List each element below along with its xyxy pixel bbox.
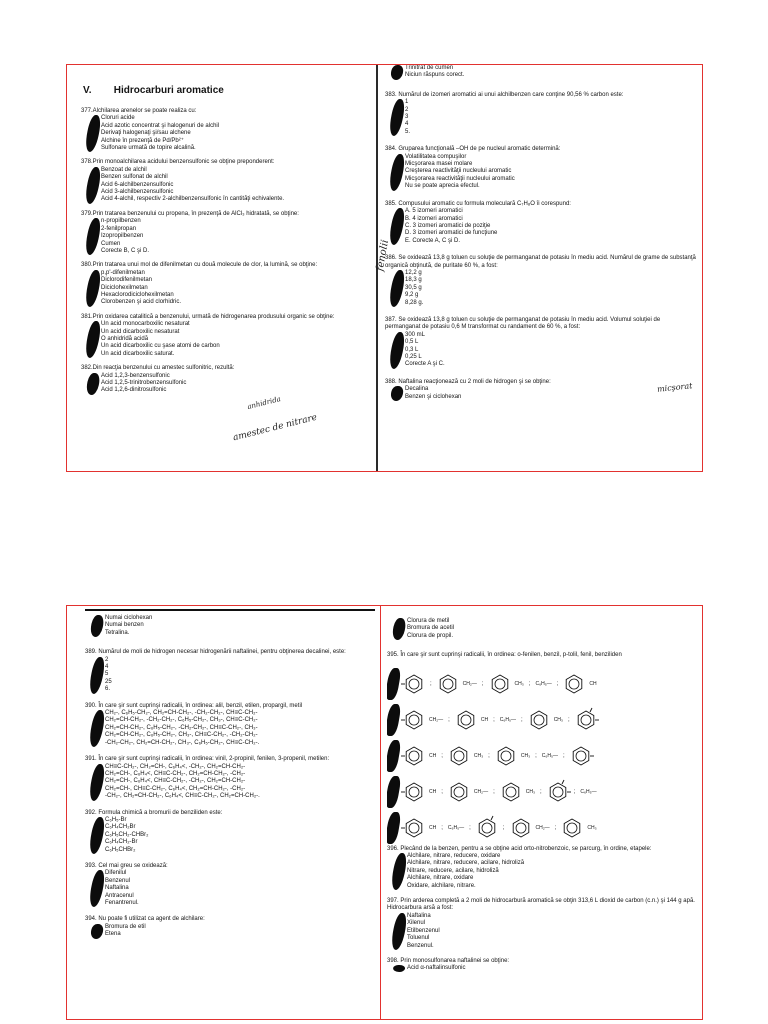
ink-mark — [87, 817, 107, 854]
formula-fragment: CH — [589, 680, 597, 687]
benzene-ring-icon — [401, 707, 427, 733]
option-list — [101, 115, 371, 152]
answer-option: C₆H₅CH₂-CHBr₂ — [105, 831, 149, 838]
question-text: 384. Gruparea funcţională –OH de pe nucleul aromatic determină: — [385, 146, 561, 153]
formula-fragment: CH — [429, 824, 437, 831]
question-text: 378.Prin monoalchilarea acidului benzensulfonic se obţine preponderent: — [81, 159, 275, 166]
answer-option: 2 — [105, 656, 109, 663]
answer-option: Xilenul — [407, 920, 426, 927]
answer-option: Numai benzen — [105, 622, 144, 629]
answer-option: B. 4 izomeri aromatici — [405, 215, 463, 222]
question — [387, 958, 699, 973]
ink-mark — [387, 270, 407, 307]
option-list — [101, 321, 371, 358]
formula-fragment: CH — [480, 716, 489, 723]
formula-fragment: C₆H₅— — [580, 788, 597, 795]
benzene-ring-icon — [401, 779, 427, 805]
question-text: 389. Numărul de moli de hidrogen necesar hidrogenării naftalinei, pentru obţinerea decalinei, este: — [85, 649, 346, 656]
benzene-ring-icon — [446, 779, 472, 805]
answer-option: Izopropilbenzen — [101, 233, 144, 240]
answer-option: 4 — [405, 121, 409, 128]
answer-option: Cloruri acide — [101, 115, 135, 122]
question — [385, 317, 697, 369]
answer-option: Acid 4-alchil, respectiv 2-alchilbenzensulfonic în cantităţi echivalente. — [101, 196, 285, 203]
handwritten-note: anhidrida — [246, 394, 282, 412]
chapter-number: V. — [83, 85, 92, 96]
question-text: 397. Prin arderea completă a 2 moli de hidrocarbură aromatică se obţin 313,6 L dioxid de carbon (c.n.) şi 144 g apă. Hidrocarbura arsă a fost: — [387, 898, 695, 912]
page-sheet-1 — [66, 64, 703, 472]
benzene-ring-icon — [545, 779, 571, 805]
formula-fragment: CH₂— — [462, 680, 477, 687]
answer-option: Un acid dicarboxilic cu şase atomi de carbon — [101, 343, 220, 350]
benzene-ring-icon — [498, 779, 524, 805]
continued-options — [405, 65, 697, 80]
benzene-ring-icon — [474, 815, 500, 841]
question-text: 385. Compusului aromatic cu formula moleculară C₇H₈O îi corespund: — [385, 200, 571, 207]
separator: ; — [567, 716, 570, 723]
benzene-ring-icon — [435, 671, 461, 697]
question — [81, 108, 371, 152]
question — [385, 255, 697, 307]
ink-mark — [389, 853, 409, 890]
ink-mark — [89, 924, 104, 939]
formula-fragment: CH₃ — [525, 788, 536, 795]
continued-options — [105, 615, 375, 637]
structure-option — [401, 666, 699, 702]
answer-option: CH₂=CH-CH₂-, -CH₂-CH₂-, C₆H₅-CH₂-, CH₃-, CH≡C-CH₂- — [105, 717, 258, 724]
answer-option: CH₂=CH-, CH≡C-CH₂-, C₆H₄<, CH₂=CH-CH₂-, -CH₂- — [105, 785, 246, 792]
formula-fragment: CH₃ — [553, 716, 563, 723]
formula-fragment: CH₂— — [473, 788, 489, 795]
structure-option — [401, 738, 699, 774]
right-column — [385, 65, 697, 471]
separator: ; — [481, 680, 484, 687]
separator: ; — [502, 824, 505, 831]
answer-option: Alchilare, nitrare, reducere, acilare, hidroliză — [407, 860, 525, 867]
ink-mark — [87, 710, 107, 747]
answer-option: Decalina — [405, 386, 429, 393]
ink-mark — [387, 154, 407, 191]
answer-option: Acid 3-alchilbenzensulfonic — [101, 189, 174, 196]
ink-mark — [83, 321, 103, 358]
ink-mark — [83, 218, 103, 255]
option-list — [101, 218, 371, 255]
ink-mark — [387, 704, 402, 736]
question-list — [81, 108, 371, 395]
left-column — [85, 606, 375, 1019]
column-divider — [380, 606, 381, 1019]
option-list — [101, 270, 371, 307]
question — [85, 649, 375, 693]
answer-option: 25 — [105, 678, 112, 685]
answer-option: Acid α-naftalinsulfonic — [407, 965, 466, 972]
answer-option: Bromura de etil — [105, 923, 146, 930]
answer-option: Benzen şi ciclohexan — [405, 393, 462, 400]
answer-option: 4 — [105, 664, 109, 671]
option-list — [405, 154, 697, 191]
benzene-ring-icon — [487, 671, 513, 697]
ink-mark — [389, 913, 409, 950]
benzene-ring-icon — [401, 671, 427, 697]
chapter-heading — [83, 85, 371, 96]
structure-options — [387, 666, 699, 846]
answer-option: Etilbenzenul — [407, 927, 440, 934]
top-rule — [85, 609, 375, 611]
benzene-ring-icon — [401, 743, 427, 769]
question — [385, 201, 697, 245]
answer-option: Benzen sulfonat de alchil — [101, 174, 168, 181]
question — [85, 756, 375, 800]
separator: ; — [493, 788, 495, 795]
ink-mark — [387, 812, 402, 844]
answer-option: CH₂=CH-CH₂-, C₆H₅-CH₂-, CH₃-, CH≡C-CH₂-, -CH₂-CH₂- — [105, 732, 258, 739]
ink-mark — [87, 870, 107, 907]
formula-fragment: CH — [429, 788, 437, 795]
answer-option: Fenantrenul. — [105, 900, 139, 906]
answer-option: Micşorarea reactivităţii nucleului aromatic — [405, 175, 515, 182]
answer-option: Trinitrat de cumen — [405, 65, 454, 71]
answer-option: Cumen — [101, 240, 121, 247]
question-text: 390. În care şir sunt cuprinşi radicalii, în ordinea: alil, benzil, etilen, propargil, metil — [85, 702, 303, 709]
benzene-ring-icon — [508, 815, 534, 841]
separator: ; — [554, 824, 557, 831]
option-list — [405, 99, 697, 136]
answer-option: Creşterea reactivităţii nucleului aromatic — [405, 168, 512, 175]
answer-option: Niciun răspuns corect. — [405, 72, 465, 79]
handwritten-note: micşorat — [656, 381, 693, 394]
question-list — [385, 92, 697, 401]
formula-fragment: CH₂— — [535, 824, 550, 831]
answer-option: Clorura de metil — [407, 618, 450, 624]
answer-option: CH₂=CH-, C₆H₄<, CH≡C-CH₂-, CH₂=CH-CH₂-, -CH₂- — [105, 770, 246, 777]
benzene-ring-icon — [446, 743, 472, 769]
separator: ; — [441, 824, 443, 831]
separator: ; — [469, 824, 471, 831]
answer-option: Un acid monocarboxilic nesaturat — [101, 321, 190, 328]
ink-mark — [387, 99, 407, 136]
benzene-ring-icon — [453, 707, 479, 733]
answer-option: Alchine în prezenţă de Pd/Pb²⁺ — [101, 137, 184, 144]
handwritten-note: amestec de nitrare — [232, 412, 319, 444]
question-list — [387, 846, 699, 973]
ink-mark — [387, 740, 402, 772]
question-text: 387. Se oxidează 13,8 g toluen cu soluţie de permanganat de potasiu în mediu acid. Volumul soluţiei de permanganat de potasiu 0,6 M transformat cu randament de 60 %, a fost: — [385, 316, 661, 331]
formula-fragment: CH₃ — [520, 752, 531, 759]
answer-option: 5. — [405, 128, 411, 135]
answer-option: 30,5 g — [405, 284, 422, 291]
answer-option: Numai ciclohexan — [105, 615, 153, 621]
continued-options — [407, 618, 699, 640]
answer-option: Alchilare, nitrare, reducere, oxidare — [407, 853, 501, 860]
separator: ; — [493, 716, 495, 723]
option-list — [407, 965, 699, 972]
question-text: 379.Prin tratarea benzenului cu propena, în prezenţă de AlCl₃ hidratată, se obţine: — [81, 210, 299, 217]
option-list — [105, 710, 375, 747]
question-text: 380.Prin tratarea unui mol de difenilmetan cu două molecule de clor, la lumină, se obţine: — [81, 262, 318, 269]
question — [81, 159, 371, 203]
answer-option: Etena — [105, 931, 121, 938]
answer-option: Diclorodifenilmetan — [101, 277, 153, 284]
formula-fragment: CH₃ — [473, 752, 484, 759]
answer-option: Oxidare, alchilare, nitrare. — [407, 882, 476, 889]
separator: ; — [441, 752, 443, 759]
formula-fragment: CH — [429, 752, 437, 759]
answer-option: 0,3 L — [405, 346, 419, 353]
answer-option: Micşorarea masei molare — [405, 161, 473, 168]
question — [85, 703, 375, 747]
separator: ; — [448, 716, 450, 723]
page-sheet-2 — [66, 605, 703, 1020]
answer-option: CH≡C-CH₂-, CH₂=CH-, C₆H₄<, -CH₂-, CH₂=CH-CH₂- — [105, 763, 246, 770]
benzene-ring-icon — [561, 671, 587, 697]
answer-option: CH₂=CH-, C₆H₄<, CH≡C-CH₂-, -CH₂-, CH₂=CH-CH₂- — [105, 778, 246, 785]
answer-option: Alchilare, nitrare, oxidare — [407, 875, 474, 882]
answer-option: Hexaclorodiciclohexilmetan — [101, 291, 174, 298]
option-list — [405, 270, 697, 307]
ink-mark — [83, 270, 103, 307]
answer-option: -CH₂-CH₂-, CH₂=CH-CH₂-, CH₃-, C₆H₅-CH₂-, CH≡C-CH₂-. — [105, 739, 260, 746]
formula-fragment: C₆H₅— — [541, 752, 559, 759]
answer-option: C. 3 izomeri aromatici de poziţie — [405, 222, 491, 229]
ink-mark — [85, 373, 102, 395]
answer-option: Acid 1,2,5-trinitrobenzensulfonic — [101, 380, 187, 386]
answer-option: Naftalina — [105, 885, 129, 892]
benzene-ring-icon — [401, 815, 427, 841]
question-395: 395. În care şir sunt cuprinşi radicalii, în ordinea: o-fenilen, benzil, p-tolil, fenil, benziliden — [387, 652, 622, 659]
option-list — [407, 853, 699, 890]
separator: ; — [441, 788, 443, 795]
question-text: 382.Din reacţia benzenului cu amestec sulfonitric, rezultă: — [81, 365, 235, 372]
benzene-ring-icon — [559, 815, 585, 841]
benzene-ring-icon — [493, 743, 519, 769]
answer-option: Tetralina. — [105, 629, 130, 636]
structure-option — [401, 774, 699, 810]
formula-fragment: CH₃ — [587, 824, 597, 831]
answer-option: Acid 1,2,6-dinitrosulfonic — [101, 387, 167, 394]
answer-option: 6. — [105, 686, 111, 693]
answer-option: Nu se poate aprecia efectul. — [405, 183, 480, 190]
question-text: 392. Formula chimică a bromurii de benziliden este: — [85, 809, 223, 816]
answer-option: Clorobenzen şi acid clorhidric. — [101, 299, 182, 306]
question-text: 393. Cel mai greu se oxidează: — [85, 862, 168, 869]
answer-option: A. 5 izomeri aromatici — [405, 208, 463, 215]
answer-option: 300 mL — [405, 331, 426, 338]
question-text: 394. Nu poate fi utilizat ca agent de alchilare: — [85, 916, 205, 923]
ink-mark — [387, 332, 407, 369]
answer-option: Nitrare, reducere, acilare, hidroliză — [407, 867, 499, 874]
separator: ; — [521, 716, 523, 723]
answer-option: Sulfonare urmată de topire alcalină. — [101, 145, 196, 152]
option-list — [105, 870, 375, 907]
ink-mark — [387, 668, 402, 700]
ink-mark — [87, 764, 107, 801]
answer-option: Clorura de propil. — [407, 632, 454, 639]
answer-option: CH₂=CH-CH₂-, C₆H₅-CH₂-, -CH₂-CH₂-, CH≡C-CH₂-, CH₃- — [105, 724, 258, 731]
ink-mark — [387, 776, 402, 808]
separator: ; — [540, 788, 542, 795]
answer-option: CH₂-, C₆H₅-CH₂-, CH₂=CH-CH₂-, -CH₂-CH₂-, CH≡C-CH₂- — [105, 710, 258, 717]
structure-option — [401, 702, 699, 738]
answer-option: 8,28 g. — [405, 299, 424, 306]
option-list — [405, 332, 697, 369]
option-list — [105, 924, 375, 939]
question-text: 377.Alchilarea arenelor se poate realiza cu: — [81, 108, 197, 114]
ink-mark — [391, 618, 408, 640]
question-text: 388. Naftalina reacţionează cu 2 moli de hidrogen şi se obţine: — [385, 378, 551, 385]
option-list — [105, 657, 375, 694]
option-list — [407, 913, 699, 950]
answer-option: Acid 6-alchilbenzensulfonic — [101, 181, 174, 188]
answer-option: C₆H₄CH₂-Br — [105, 839, 138, 846]
question-text: 381.Prin oxidarea catalitică a benzenului, urmată de hidrogenarea produsului organic se obţine: — [81, 313, 335, 320]
question — [85, 810, 375, 854]
answer-option: Un acid dicarboxilic saturat. — [101, 350, 175, 357]
question — [85, 863, 375, 907]
question — [81, 314, 371, 358]
ink-mark — [83, 167, 103, 204]
question — [81, 262, 371, 306]
option-list — [105, 817, 375, 854]
option-list — [105, 764, 375, 801]
question — [387, 846, 699, 890]
ink-mark — [392, 965, 406, 972]
answer-option: n-propilbenzen — [101, 218, 141, 225]
answer-option: Corecte A şi C. — [405, 361, 445, 368]
right-column — [387, 606, 699, 1019]
question — [385, 92, 697, 136]
answer-option: Un acid dicarboxilic nesaturat — [101, 328, 180, 335]
formula-fragment: C₆H₅— — [499, 716, 517, 723]
ink-mark — [83, 115, 103, 152]
question-text: 398. Prin monosulfonarea naftalinei se obţine: — [387, 957, 510, 964]
separator: ; — [573, 788, 576, 795]
answer-option: D. 3 izomeri aromatici de funcţiune — [405, 230, 498, 237]
structure-option — [401, 810, 699, 846]
benzene-ring-icon — [526, 707, 552, 733]
answer-option: O anhidridă acidă — [101, 335, 149, 342]
answer-option: -CH₂-, CH₂=CH-CH₂-, C₆H₄<, CH≡C-CH₂-, CH₂=CH-CH₂-. — [105, 793, 260, 800]
answer-option: Acid 1,2,3-benzensulfonic — [101, 372, 170, 379]
answer-option: Naftalina — [407, 912, 431, 919]
answer-option: Bromura de acetil — [407, 625, 455, 632]
answer-option: Diciclohexilmetan — [101, 284, 148, 291]
separator: ; — [430, 680, 432, 687]
answer-option: Antracenul — [105, 892, 134, 899]
answer-option: Derivaţi halogenaţi şi/sau alchene — [101, 130, 191, 137]
question-list — [85, 649, 375, 938]
answer-option: 12,2 g — [405, 269, 422, 276]
answer-option: 0,25 L — [405, 354, 422, 360]
answer-option: Difenilul — [105, 870, 127, 877]
answer-option: 1 — [405, 99, 409, 106]
question — [385, 379, 697, 401]
answer-option: Toluenul — [407, 935, 430, 942]
answer-option: 18,3 g — [405, 277, 422, 284]
formula-fragment: C₆H₅— — [447, 824, 465, 831]
separator: ; — [535, 752, 537, 759]
answer-option: C₆H₄CH₂Br — [105, 824, 136, 831]
handwritten-margin-note: fenolii — [374, 238, 392, 273]
answer-option: 2 — [405, 106, 409, 113]
question-text: 386. Se oxidează 13,8 g toluen cu soluţie de permanganat de potasiu în mediu acid. Numărul de grame de substanţă organică obţinută, de puritate 60 %, a fost: — [385, 255, 696, 269]
answer-option: Corecte B, C şi D. — [101, 247, 150, 254]
option-list — [101, 373, 371, 395]
answer-option: Benzoat de alchil — [101, 166, 147, 173]
answer-option: p,p'-difenilmetan — [101, 269, 145, 276]
ink-mark — [389, 65, 404, 80]
answer-option: E. Corecte A, C şi D. — [405, 237, 461, 244]
ink-mark — [389, 386, 404, 401]
benzene-ring-icon — [568, 743, 594, 769]
question — [85, 916, 375, 938]
option-list — [101, 167, 371, 204]
benzene-ring-icon — [573, 707, 599, 733]
answer-option: C₆H₅-Br — [105, 816, 127, 823]
formula-fragment: C₆H₅— — [535, 680, 552, 687]
chapter-title: Hidrocarburi aromatice — [113, 85, 224, 96]
question — [385, 146, 697, 190]
separator: ; — [488, 752, 490, 759]
answer-option: 5 — [105, 671, 109, 678]
formula-fragment: CH₂— — [429, 716, 444, 723]
option-list — [405, 208, 697, 245]
answer-option: Acid azotic concentrat şi halogenuri de alchil — [101, 122, 220, 129]
answer-option: Volatilitatea compuşilor — [405, 153, 467, 160]
answer-option: C₆H₅CHBr₂ — [105, 846, 136, 853]
option-list — [405, 386, 697, 401]
separator: ; — [528, 680, 531, 687]
answer-option: 3 — [405, 114, 409, 121]
answer-option: 9,2 g — [405, 292, 419, 299]
answer-option: 2-fenilpropan — [101, 225, 137, 232]
question — [387, 898, 699, 950]
question — [81, 365, 371, 395]
separator: ; — [556, 680, 559, 687]
answer-option: 0,5 L — [405, 339, 419, 346]
ink-mark — [89, 615, 106, 637]
left-column — [81, 65, 371, 471]
ink-mark — [87, 657, 107, 694]
question — [81, 211, 371, 255]
question-text: 391. În care şir sunt cuprinşi radicalii, în ordinea: vinil, 2-propinil, fenilen, 3-propenil, metilen: — [85, 756, 330, 763]
separator: ; — [563, 752, 565, 759]
answer-option: Benzenul. — [407, 942, 434, 949]
answer-option: Benzenul — [105, 877, 131, 884]
question-text: 383. Numărul de izomeri aromatici ai unui alchilbenzen care conţine 90,56 % carbon este: — [385, 91, 624, 98]
question-text: 396. Plecând de la benzen, pentru a se obţine acid orto-nitrobenzoic, se parcurg, în ordine, etapele: — [387, 845, 652, 852]
formula-fragment: CH₃ — [514, 680, 524, 687]
